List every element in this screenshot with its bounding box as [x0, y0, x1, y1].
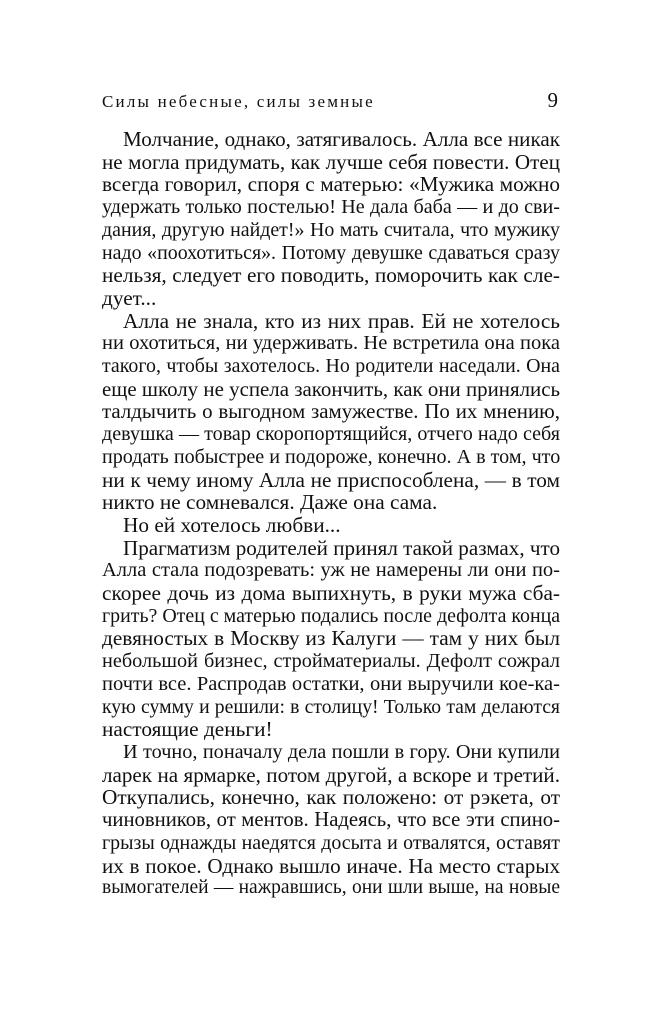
text-line: Алла не знала, кто из них прав. Ей не хотелось	[123, 308, 560, 333]
text-line: дания, другую найдет!» Но мать считала, что мужику	[102, 218, 560, 241]
text-line: удержать только постелью! Не дала баба — и до сви-	[102, 196, 560, 219]
text-line: девяностых в Москву из Калуги — там у них был	[102, 626, 560, 651]
text-line: грить? Отец с матерью подались после дефолта конца	[102, 604, 561, 627]
paragraph	[102, 537, 560, 741]
running-head	[102, 88, 560, 128]
paragraph	[102, 514, 560, 537]
text-line: вымогателей — нажравшись, они шли выше, на новые	[102, 877, 560, 899]
text-line: их в покое. Однако вышло иначе. На место старых	[102, 853, 560, 878]
text-line: нельзя, следует его поводить, поморочить как сле-	[102, 263, 560, 288]
text-line: почти все. Распродав остатки, они выручили кое-ка-	[102, 672, 560, 695]
text-line: Но ей хотелось любви...	[123, 512, 341, 537]
text-line: настоящие деньги!	[102, 717, 273, 742]
text-line: грызы однажды наедятся досыта и отвалятся, оставят	[102, 831, 560, 854]
text-line: всегда говорил, споря с матерью: «Мужика можно	[102, 172, 560, 197]
text-line: Алла стала подозревать: уж не намерены ли они по-	[102, 559, 560, 582]
text-line: чиновников, от ментов. Надеясь, что все эти спино-	[102, 809, 560, 832]
text-line: ни к чему иному Алла не приспособлена, — в том	[102, 467, 560, 492]
text-line: Молчание, однако, затягивалось. Алла все никак	[123, 127, 560, 151]
running-title: Силы небесные, силы земные	[102, 92, 375, 111]
text-line: надо «поохотиться». Потому девушке сдаваться сразу	[102, 241, 560, 264]
text-line: кую сумму и решили: в столицу! Только там делаются	[102, 695, 560, 718]
text-line: талдычить о выгодном замужестве. По их мнению,	[102, 399, 560, 424]
paragraph	[102, 741, 560, 900]
text-line: дует...	[102, 285, 157, 310]
paragraph	[102, 128, 560, 310]
text-line: такого, чтобы захотелось. Но родители наседали. Она	[102, 355, 560, 378]
book-page	[102, 88, 560, 900]
text-line: небольшой бизнес, стройматериалы. Дефолт сожрал	[102, 650, 560, 673]
paragraph	[102, 310, 560, 514]
text-line: ни охотиться, ни удерживать. Не встретила она пока	[102, 332, 560, 355]
text-line: еще школу не успела закончить, как они принялись	[102, 376, 560, 401]
body-text	[102, 128, 560, 900]
page-number: 9	[547, 88, 558, 112]
text-line: скорее дочь из дома выпихнуть, в руки мужа сба-	[102, 581, 560, 606]
text-line: ларек на ярмарке, потом другой, а вскоре и третий.	[102, 762, 560, 787]
text-line: девушка — товар скоропортящийся, отчего надо себя	[102, 423, 560, 446]
text-line: не могла придумать, как лучше себя повести. Отец	[102, 149, 560, 174]
text-line: И точно, поначалу дела пошли в гору. Они купили	[123, 740, 560, 763]
text-line: никто не сомневался. Даже она сама.	[102, 490, 438, 515]
text-line: продать побыстрее и подороже, конечно. А в том, что	[102, 445, 561, 468]
text-line: Откупались, конечно, как положено: от рэкета, от	[102, 785, 560, 810]
text-line: Прагматизм родителей принял такой размах, что	[123, 535, 560, 560]
